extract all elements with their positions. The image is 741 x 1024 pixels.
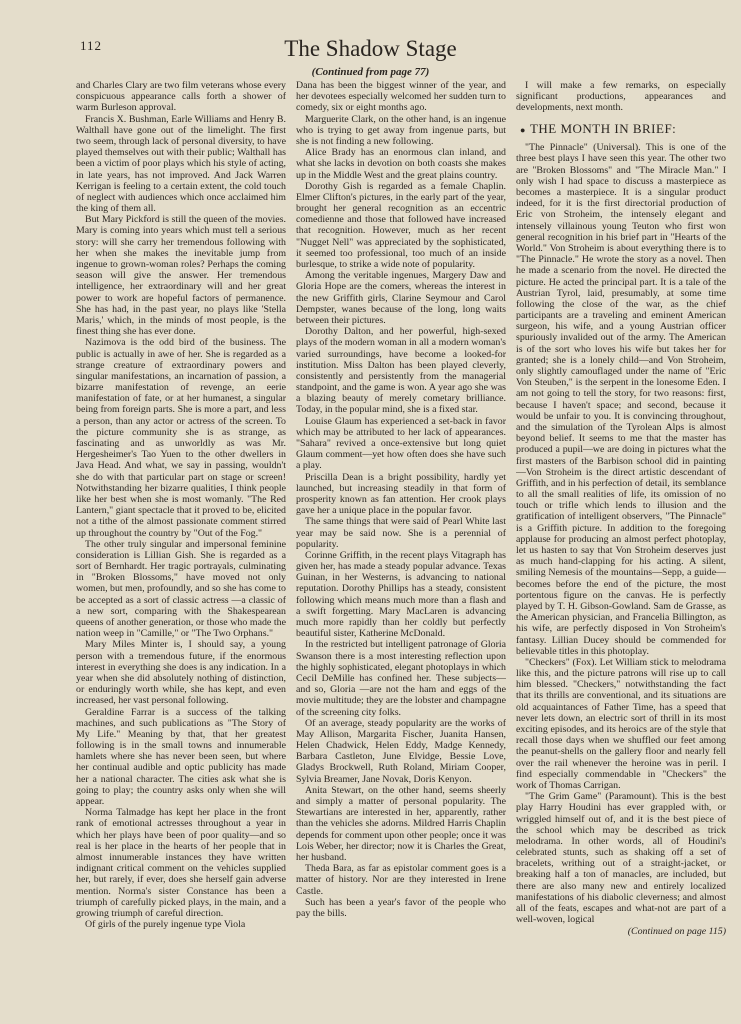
paragraph: and Charles Clary are two film veterans whose every conspicuous appearance calls forth a shower of warm Burleson approval. bbox=[76, 80, 286, 114]
column-1 bbox=[76, 80, 286, 1016]
section-heading-text: THE MONTH IN BRIEF: bbox=[529, 120, 677, 136]
column-3 bbox=[516, 80, 726, 1016]
paragraph: "The Pinnacle" (Universal). This is one of the three best plays I have seen this year. The other two are "Broken Blossoms" and "The Miracle Man." I only wish I had space to discuss a masterpiece as becomes a masterpiece. It is a singular product indeed, for it is the first directorial production of Eric von Stroheim, the intensely elegant and intensely villainous young Teuton who first won general recognition in his brief part in "Hearts of the World." Von Stroheim is about everything there is to "The Pinnacle." He wrote the story as a novel. Then he made a scenario from the novel. He directed the picture. He acted the principal part. It is a tale of the Austrian Tyrol, laid, presumably, at some time following the close of the war, as the chief participants are a traveling and eminent American surgeon, his wife, and a young Austrian officer spuriously invalided out of the army. The American is of the sort who loves his wife but takes her for granted; she is a lonely child—and Von Stroheim, only slightly camouflaged under the name of "Eric Von Steuben," is the serpent in the lonesome Eden. I am not going to tell the story, for two reasons: first, because I haven't space; and second, because it would be unfair to you. It is convincing throughout, and the simulation of the Tyrolean Alps is almost beyond belief. It seems to me that the master has produced a pupil—we are doing in pictures what the first masters of the Barbison school did in painting—Von Stroheim is the direct artistic descendant of Griffith, and in his perfection of detail, its semblance to all the small realities of life, its omission of no touch or trifle which lends to illusion and the gratification of intelligent observers, "The Pinnacle" is a Griffith picture. In addition to the foregoing applause for producing an almost perfect photoplay, let us hasten to say that Von Stroheim deserves just as much hand-clapping for his acting. A silent, smiling Nemesis of the mountains—Sepp, a guide—becomes before the end of the picture, the most portentous figure on the canvas. He is perfectly played by T. H. Gibson-Gowland. Sam de Grasse, as the American physician, and Francelia Billington, as his wife, are perfectly disposed in Von Stroheim's fantasy. Lillian Ducey should be commended for believable titles in this photoplay. bbox=[516, 142, 726, 657]
paragraph: Such has been a year's favor of the people who pay the bills. bbox=[296, 896, 506, 919]
paragraph: Priscilla Dean is a bright possibility, hardly yet launched, but increasing steadily in that form of prosperity known as fan attention. Her crook plays gave her a unique place in the popular favor. bbox=[296, 471, 506, 517]
paragraph: In the restricted but intelligent patronage of Gloria Swanson there is a most interesting reflection upon the highly sophisticated, elegant photoplays in which Cecil DeMille has confined her. These subjects—and so, Gloria —are not the ham and eggs of the movie multitude; they are the lobster and champagne of the screening city folks. bbox=[296, 639, 506, 718]
paragraph: Alice Brady has an enormous clan inland, and what she lacks in devotion on both coasts she makes up in the Middle West and the great plains country. bbox=[296, 147, 506, 181]
paragraph: Geraldine Farrar is a success of the talking machines, and such publications as "The Story of My Life." Meaning by that, that her greatest following is in the small towns and innumerable hamlets where she has never been seen, but where her continual audible and optic publicity has made her a national character. The cities ask what she is going to play; the country asks only when she will appear. bbox=[76, 706, 286, 807]
paragraph: Among the veritable ingenues, Margery Daw and Gloria Hope are the comers, whereas the interest in the new Griffith girls, Clarine Seymour and Carol Dempster, wanes because of the long, long waits between their pictures. bbox=[296, 270, 506, 326]
paragraph: Francis X. Bushman, Earle Williams and Henry B. Walthall have gone out of the limelight. The first two seem, through lack of personal diversity, to have played themselves out with their public; Walthall has been a victim of poor plays which his style of acting, in late years, has not improved. And Jack Warren Kerrigan is feeling to a certain extent, the cold touch of neglect with audiences which once acclaimed him the king of them all. bbox=[76, 113, 286, 215]
section-heading bbox=[520, 122, 726, 137]
article-columns bbox=[76, 80, 726, 1016]
paragraph: Dana has been the biggest winner of the year, and her devotees especially welcomed her sudden turn to comedy, six or eight months ago. bbox=[296, 80, 506, 114]
paragraph: Dorothy Gish is regarded as a female Chaplin. Elmer Clifton's pictures, in the early part of the year, brought her general recognition as an eccentric comedienne and those that followed have increased that recognition. However, much as her recent "Nugget Nell" was appreciated by the sophisticated, it seemed too professional, too much of an inside burlesque, to strike a wide note of popularity. bbox=[296, 180, 506, 270]
paragraph: Nazimova is the odd bird of the business. The public is actually in awe of her. She is regarded as a strange creature of extraordinary powers and singular manifestations, an incarnation of passion, a bizarre manifestation of revenge, an eerie manifestation of fate, or at her humanest, a singular being from foreign parts. She is more a part, and less a person, than any actor or actress of the screen. To the picture community she is as strange, as fascinating and as unworldly as was Mr. Hergesheimer's Tao Yuen to the other dwellers in Java Head. And what, we say in passing, wouldn't she do with that particular part on stage or screen! Notwithstanding her bizarre qualities, I think people like her best when she is most womanly. "The Red Lantern," giant spectacle that it proved to be, elicited not a tithe of the almost passionate comment stirred up throughout the country by "Out of the Fog." bbox=[76, 337, 286, 539]
paragraph: The other truly singular and impersonal feminine consideration is Lillian Gish. She is regarded as a sort of Bernhardt. Her tragic portrayals, culminating in "Broken Blossoms," have moved not only women, but men, profoundly, and so she has come to be accepted as a sort of classic actress —a classic of a new sort, comparing with the Shakespearean queens of another generation, or those who made the nation weep in "Camille," or "The Two Orphans." bbox=[76, 538, 286, 640]
column-2 bbox=[296, 80, 506, 1016]
paragraph: Theda Bara, as far as epistolar comment goes is a matter of history. Nor are they interested in Irene Castle. bbox=[296, 863, 506, 897]
paragraph: Corinne Griffith, in the recent plays Vitagraph has given her, has made a steady popular advance. Texas Guinan, in her Westerns, is advancing to national reputation. Dorothy Phillips has a steady, consistent following which means much more than a flash and a swift forgetting. Mary MacLaren is advancing much more rapidly than her coldly but perfectly beautiful sister, Katherine McDonald. bbox=[296, 549, 506, 640]
bullet-icon: ● bbox=[520, 124, 526, 135]
continued-from-note: (Continued from page 77) bbox=[311, 66, 430, 78]
paragraph: "Checkers" (Fox). Let William stick to melodrama like this, and the picture patrons will rise up to call him blessed. "Checkers," notwithstanding the fact that its thrills are conventional, and its situations are old acquaintances of Father Time, has a speed that never lets down, an electric sort of thrill in its most exciting episodes, and its heroics are of the style that recall those days when we shuffled our feet among the peanut-shells on the gallery floor and nearly fell over the rail whenever the heroine was in peril. I find especially commendable in "Checkers" the work of Thomas Carrigan. bbox=[516, 656, 726, 791]
paragraph: Louise Glaum has experienced a set-back in favor which may be attributed to her lack of appearances. "Sahara" revived a once-extensive but long quiet Glaum comment—yet how often does she have such a play. bbox=[296, 415, 506, 472]
paragraph: Of an average, steady popularity are the works of May Allison, Margarita Fischer, Juanita Hansen, Helen Chadwick, Helen Eddy, Madge Kennedy, Barbara Castleton, June Elvidge, Bessie Love, Gladys Brockwell, Ruth Roland, Miriam Cooper, Sylvia Breamer, Jane Novak, Doris Kenyon. bbox=[296, 717, 506, 785]
page-title: The Shadow Stage bbox=[284, 36, 457, 61]
paragraph: The same things that were said of Pearl White last year may be said now. She is a perennial of popularity. bbox=[296, 516, 506, 550]
page-header bbox=[0, 0, 741, 90]
paragraph: Norma Talmadge has kept her place in the front rank of emotional actresses throughout a year in which her plays have been of poor quality—and so real is her place in the hearts of her people that in almost innumerable instances they have written indignant critical comment on the vehicles supplied her, but rarely, if ever, does she herself gain adverse mention. Norma's sister Constance has been a triumph of carefully picked plays, in the main, and a growing triumph of careful direction. bbox=[76, 807, 286, 919]
paragraph: Dorothy Dalton, and her powerful, high-sexed plays of the modern woman in all a modern woman's varied surroundings, have become a looked-for institution. Miss Dalton has been played cleverly, consistently and persistently from the managerial standpoint, and the game is won. A year ago she was a blazing beauty of merely cometary brilliance. Today, in the popular mind, she is a fixed star. bbox=[296, 326, 506, 416]
paragraph: Of girls of the purely ingenue type Viola bbox=[85, 919, 246, 931]
paragraph: Mary Miles Minter is, I should say, a young person with a tremendous future, if the enormous interest in everything she does is any indication. In a year when she did absolutely nothing of distinction, or enduringly worth while, she has kept, and even increased, her vast personal following. bbox=[76, 639, 286, 707]
page-number: 112 bbox=[80, 38, 103, 53]
continued-on-note: (Continued on page 115) bbox=[627, 926, 726, 938]
paragraph: Marguerite Clark, on the other hand, is an ingenue who is trying to get away from ingenue parts, but she is not finding a new following. bbox=[296, 113, 506, 147]
paragraph: "The Grim Game" (Paramount). This is the best play Harry Houdini has ever grappled with, or wriggled himself out of, and it is the best piece of the school which may be described as trick melodrama. In other words, all of Houdini's celebrated stunts, such as shaking off a set of bracelets, writhing out of a straight-jacket, or breaking half a ton of manacles, are included, but there are also many new and entirely localized manifestations of his diabolic cleverness; and almost all of the feats, escapes and what-not are part of a well-woven, logical bbox=[516, 791, 726, 926]
paragraph: But Mary Pickford is still the queen of the movies. Mary is coming into years which must tell a serious story: will she carry her tremendous following with her when she makes the inevitable jump from ingenue to grown-woman roles? Perhaps the coming season will give the answer. Her tremendous intelligence, her extraordinary will and her great power to work are hopeful factors of permanence. She has had, in the past year, no plays like 'Stella Maris,' which, in the minds of most people, is the finest thing she has ever done. bbox=[76, 214, 286, 338]
paragraph: I will make a few remarks, on especially significant productions, appearances and developments, next month. bbox=[516, 80, 726, 114]
paragraph: Anita Stewart, on the other hand, seems sheerly and simply a matter of personal popularity. The Stewartians are interested in her, apparently, rather than the vehicles she adorns. Mildred Harris Chaplin depends for comment upon other people; once it was Lois Weber, her director; now it is Charles the Great, her husband. bbox=[296, 784, 506, 863]
